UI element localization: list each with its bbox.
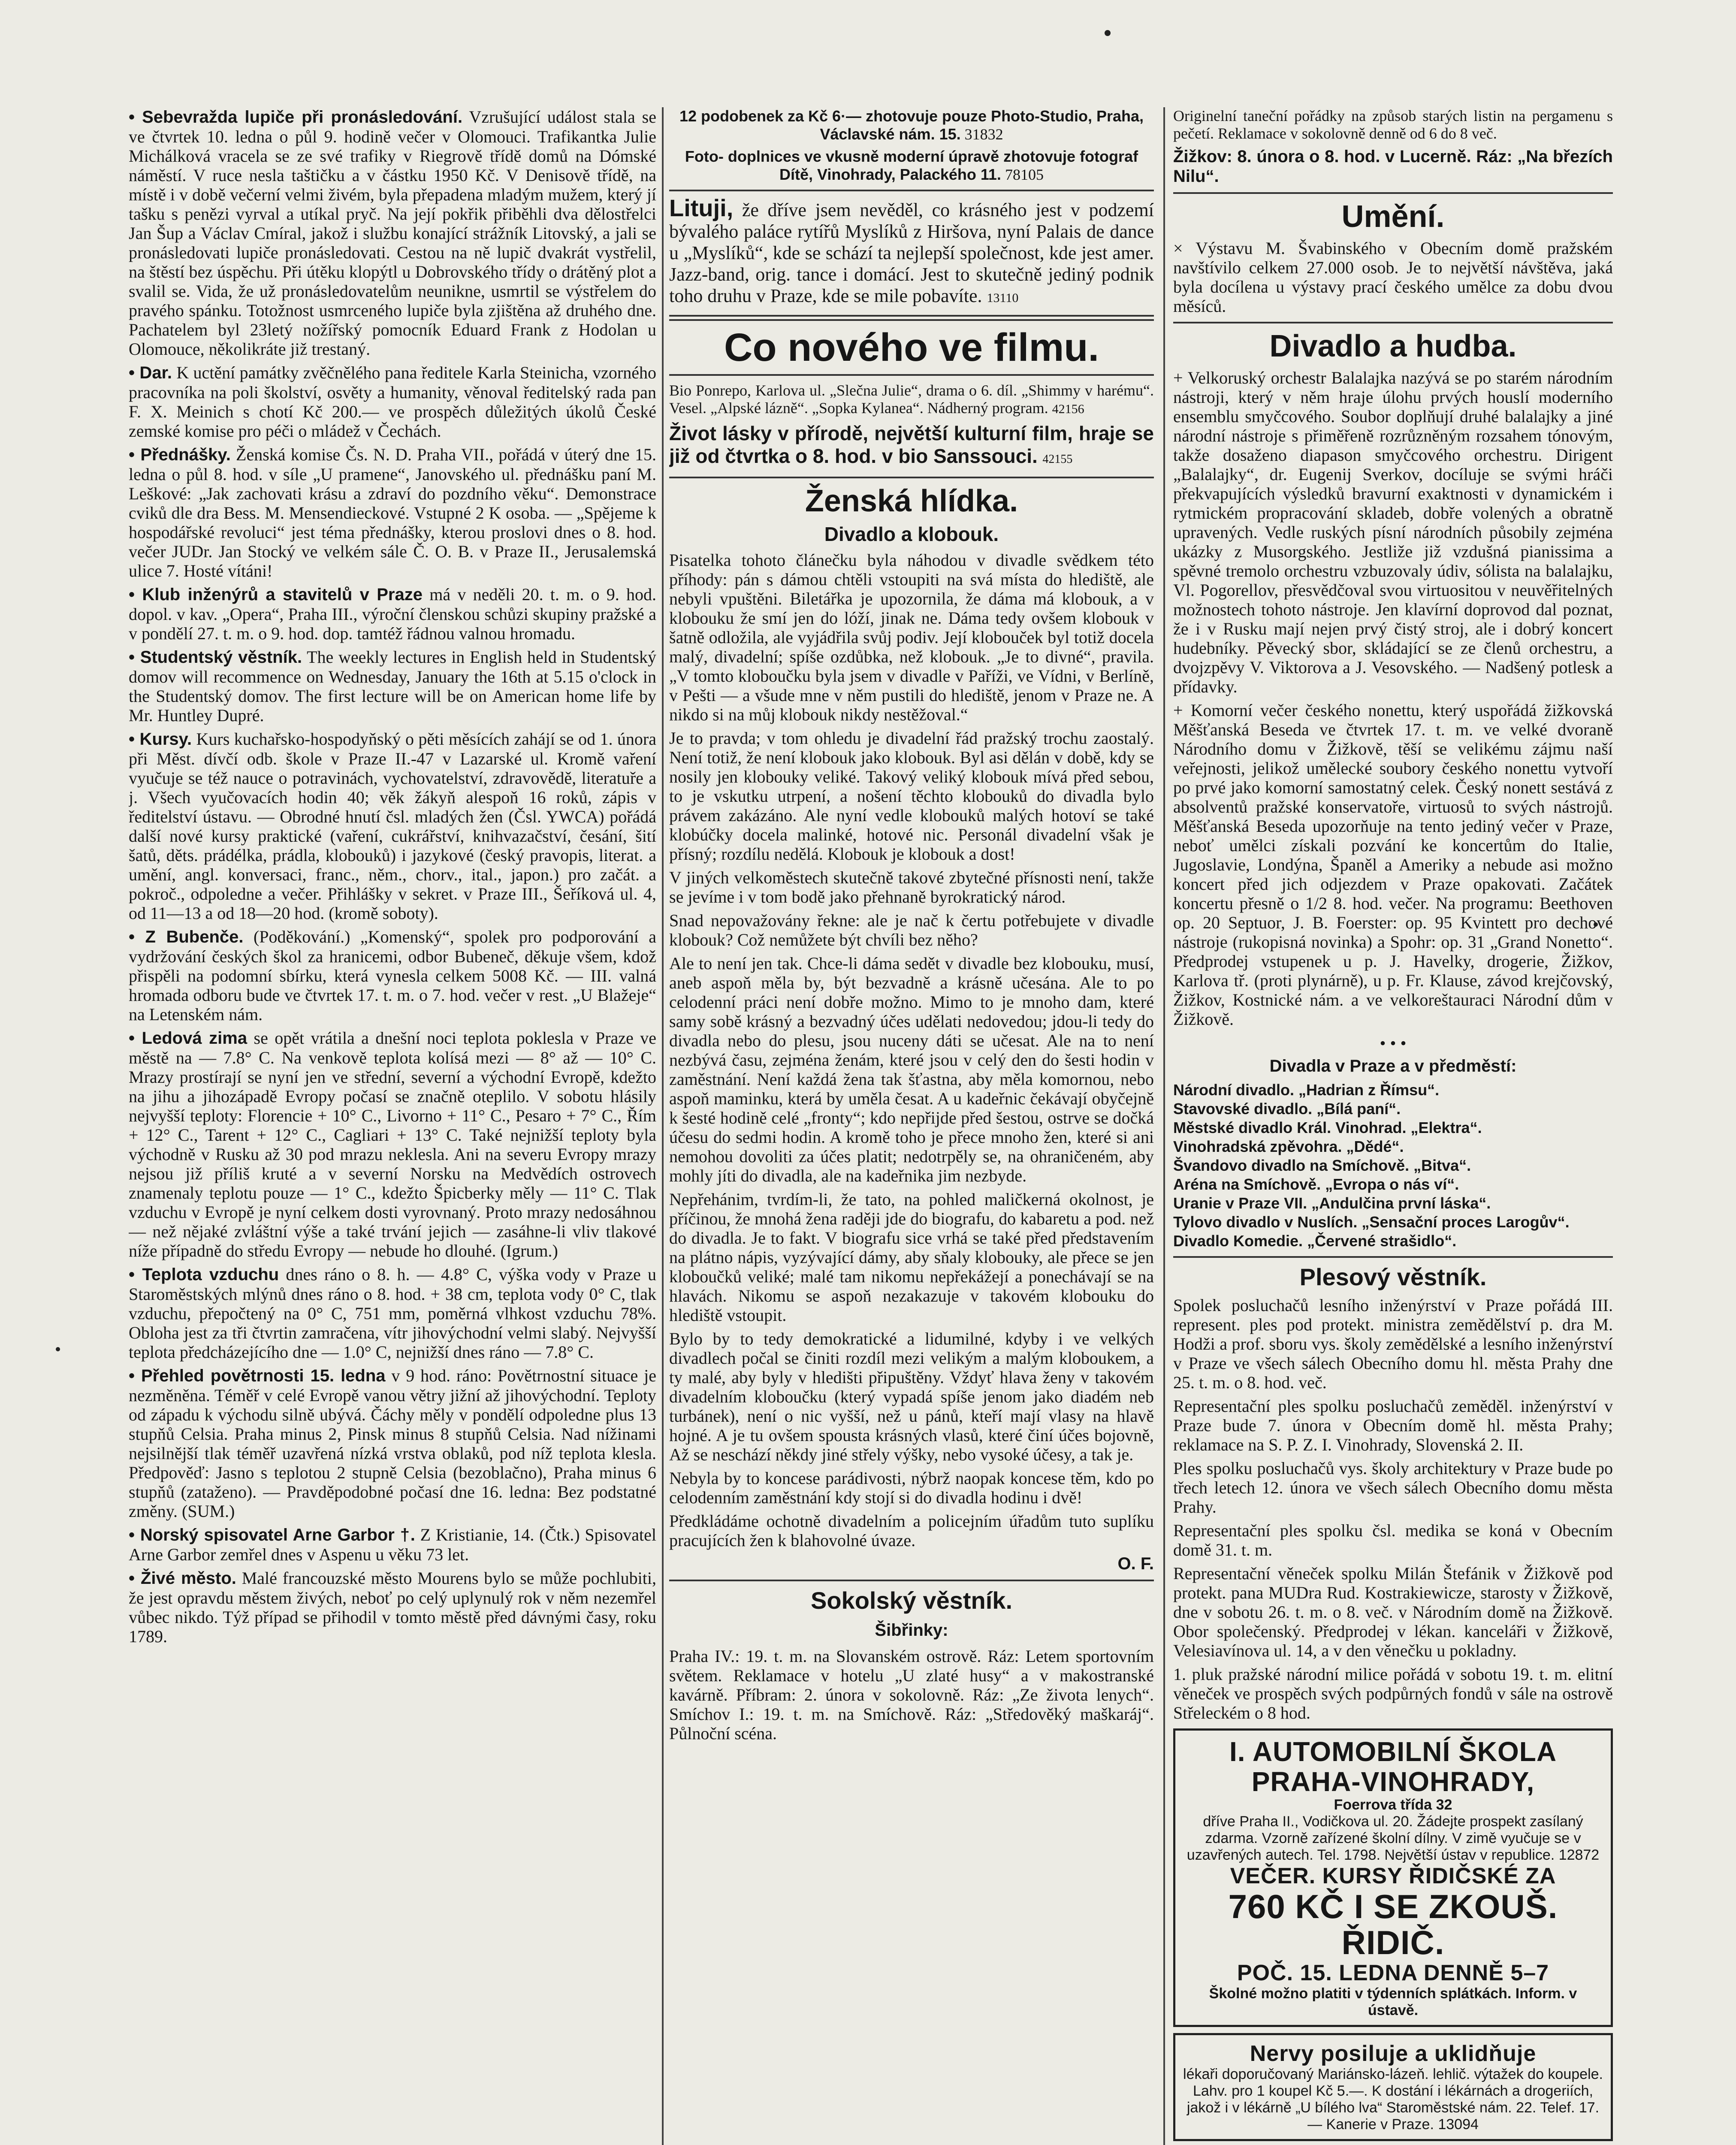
- news-item-text: Malé francouzské město Mourens bylo se může pochlubiti, že jest opravdu městem živých, neboť po celý uplynulý rok v něm nezemřel vůbec nikdo. Týž případ se přihodil v tomto městě před dávnými časy, roku 1789.: [129, 1568, 656, 1646]
- news-item: [129, 363, 656, 441]
- ball-paragraph: Representační věneček spolku Milán Štefánik v Žižkově pod protekt. pana MUDra Rud. Kostrakiewicze, starosty v Žižkově, dne v sobotu 26. t. m. o 8. več. v Národním domě na Žižkově. Obor společenský. Předprodej v lékan. kanceláři v Žižkově, Velesiavínova ul. 14, a v den věnečku u pokladny.: [1173, 1564, 1613, 1660]
- repertoire-list: [1173, 1081, 1613, 1250]
- repertoire-item-text: Uranie v Praze VII. „Andulčina první láska“.: [1173, 1194, 1491, 1212]
- article-divadlo-klobouk: [669, 550, 1154, 1550]
- music-paragraph: + Velkoruský orchestr Balalajka nazývá se po starém národním nástroji, který v něm hraje úlohu prvých houslí moderního ensemblu smyčcového. Soubor doplňují druhé balalajky a jiné národní nástroje s přiměřeně rozrůzněným rozsahem tónovým, takže dosaženo diapason smyčcového orchestru. Dirigent „Balalajky“, dr. Eugenij Sverkov, docíluje se svými hráči překvapujících výsledků bravurní exaktnosti v dynamickém i rytmickém propracování skladeb, dobře volených a obratně upravených. Vedle ruských písní národních působily zejména ukázky z Musorgského. Jestliže již vzdušná pianissima a spěvné tremolo orchestru vzbuzovaly údiv, sólista na balalajku, Vl. Pogorellov, přesvědčoval svou virtuositou v neuvěřitelných možnostech tohoto nástroje. Jen klavírní doprovod dal poznat, že i v Rusku mají nejen prvý čistý stroj, ale i dobrý koncert hudebníky. Pěvecký sbor, skládající se ze členů orchestru, a dvojzpěvy V. Viktorova a J. Vesovského. — Nadšený potlesk a přídavky.: [1173, 368, 1613, 696]
- news-item-lead: • Teplota vzduchu: [129, 1265, 279, 1284]
- separator-double: [669, 315, 1154, 321]
- separator: [1173, 192, 1613, 194]
- news-item-text: Kurs kuchařsko-hospodyňský o pěti měsících zahájí se od 1. února při Měst. dívčí odb. škole v Praze II.-47 v Lazarské ul. Kromě vaření vyučuje se též nauce o potravinách, vychovatelství, zdravovědě, literatuře a j. Všech vyučovacích hodin 40; věk žákyň alespoň 16 roků, zápis v ředitelství ústavu. — Obrodné hnutí čsl. mladých žen (Čsl. YWCA) pořádá další nové kursy praktické (vaření, cukrářství, knihvazačství, česání, šití šatů, děts. prádélka, prádla, klobouků) i jazykové (český pravopis, literat. a umění, angl. konversaci, franc., něm., chorv., ital., japon.) pro začát. a pokroč., odpoledne a večer. Přihlášky v sekret. v Praze III., Šeříková ul. 4, od 11—13 a od 18—20 hod. (kromě soboty).: [129, 729, 656, 923]
- article-paragraph: Je to pravda; v tom ohledu je divadelní řád pražský trochu zaostalý. Není totiž, že není klobouk jako klobouk. Byl asi dělán v době, kdy se nosily jen klobouky veliké. Takový veliký klobouk mívá před sebou, to je vskutku utrpení, a nošení těchto klobouků do divadla bylo právem zakázáno. Ale nyní vedle klobouků malých hotoví se také klobúčky docela malinké, hotové nic. Personál divadelní však je přísný; rozdílu nedělá. Klobouk je klobouk a dost!: [669, 728, 1154, 864]
- dot-separator: • • •: [1380, 1033, 1407, 1053]
- film-ad: Život lásky v přírodě, největší kulturní film, hraje se již od čtvrtka o 8. hod. v bio Sanssouci. 42155: [669, 422, 1154, 467]
- news-item-lead: • Přehled povětrnosti 15. ledna: [129, 1366, 386, 1385]
- article-title-divadlo-klobouk: Divadlo a klobouk.: [824, 523, 999, 545]
- article-signature: O. F.: [1117, 1554, 1154, 1573]
- news-item: [129, 1265, 656, 1362]
- driving-school-text: dříve Praha II., Vodičkova ul. 20. Žádejte prospekt zasílaný zdarma. Vzorně zařízené školní dílny. V zimě vyučuje se v uzavřených autech. Tel. 1798. Největší ústav v republice. 12872: [1187, 1813, 1600, 1863]
- sokol-zizkov: Žižkov: 8. února o 8. hod. v Lucerně. Ráz: „Na březích Nilu“.: [1173, 147, 1613, 186]
- repertoire-item-text: Aréna na Smíchově. „Evropa o nás ví“.: [1173, 1175, 1459, 1193]
- news-item-lead: • Z Bubenče.: [129, 927, 244, 946]
- art-text: × Výstavu M. Švabinského v Obecním domě pražském navštívilo celkem 27.000 osob. Je to největší návštěva, jaká byla docílena u výstavy prací českého umělce za dobu dvou měsíců.: [1173, 239, 1613, 316]
- news-item: [129, 729, 656, 923]
- article-paragraph: Nepřehánim, tvrdím-li, že tato, na pohled maličkerná okolnost, je příčinou, že mnohá žena raději jde do biografu, do kabaretu a pod. než do divadla. Je to fakt. V biografu sice vrhá se také před představením na plátno nápis, vyzývající dámy, aby sňaly klobouky, ale přece se jen kloboučků veliké; malé tam nikomu nepřekážejí a ponechávají se na hlavách. Nikomu se aspoň nezakazuje v takovém klobouku do hlediště vstoupit.: [669, 1190, 1154, 1325]
- repertoire-item-text: Národní divadlo. „Hadrian z Římsu“.: [1173, 1081, 1440, 1099]
- repertoire-item-text: Švandovo divadlo na Smíchově. „Bitva“.: [1173, 1157, 1471, 1174]
- repertoire-item-text: Stavovské divadlo. „Bílá paní“.: [1173, 1100, 1401, 1118]
- news-item-lead: • Kursy.: [129, 730, 192, 749]
- repertoire-item: [1173, 1213, 1613, 1231]
- news-item-text: Z Kristianie, 14. (Čtk.) Spisovatel Arne Garbor zemřel dnes v Aspenu u věku 73 let.: [129, 1525, 656, 1564]
- news-item: [129, 445, 656, 580]
- ball-announcements: [1173, 1296, 1613, 1722]
- ball-paragraph: Ples spolku posluchačů vys. školy architektury v Praze bude po třech letech 12. února ve všech sálech Obecního domu města Prahy.: [1173, 1459, 1613, 1517]
- separator: [1173, 1256, 1613, 1258]
- article-paragraph: V jiných velkoměstech skutečně takové zbytečné přísnosti není, takže se jevíme i v tom bodě jako přehnaně byrokratický národ.: [669, 868, 1154, 906]
- news-item-lead: • Norský spisovatel Arne Garbor †.: [129, 1526, 415, 1544]
- driving-school-title: I. AUTOMOBILNÍ ŠKOLA PRAHA-VINOHRADY,: [1229, 1736, 1557, 1797]
- news-item: [129, 647, 656, 725]
- ball-paragraph: Spolek posluchačů lesního inženýrství v Praze pořádá III. represent. ples pod protekt. ministra zemědělství p. dra M. Hodži a prof. sboru vys. školy zemědělské a lesního inženýrství v Praze ve všech sálech Obecního domu hl. města Prahy dne 25. t. m. o 8. hod. več.: [1173, 1296, 1613, 1392]
- column-rule-1: [662, 107, 664, 2145]
- repertoire-item: [1173, 1138, 1613, 1156]
- repertoire-item-text: Divadlo Komedie. „Červené strašidlo“.: [1173, 1232, 1457, 1250]
- separator: [669, 190, 1154, 191]
- article-paragraph: Snad nepovažovány řekne: ale je nač k čertu potřebujete v divadle klobouk? Což nemůžete být chvíli bez něho?: [669, 911, 1154, 949]
- ad-photo-studio: 12 podobenek za Kč 6·— zhotovuje pouze Photo-Studio, Praha, Václavské nám. 15. 31832: [679, 107, 1144, 143]
- repertoire-item: [1173, 1175, 1613, 1193]
- news-item-text: má v neděli 20. t. m. o 9. hod. dopol. v kav. „Opera“, Praha III., výroční členskou schůzi skupiny pražské a v pondělí 27. t. m. o 9. hod. dop. tamtéž řádnou valnou hromadu.: [129, 585, 656, 643]
- repertoire-item: [1173, 1119, 1613, 1137]
- news-item-lead: • Přednášky.: [129, 445, 231, 464]
- repertoire-header: Divadla v Praze a v předměstí:: [1269, 1057, 1517, 1076]
- music-paragraph: + Komorní večer českého nonettu, který uspořádá žižkovská Měšťanská Beseda ve čtvrtek 17. t. m. ve velké dvoraně Národního domu v Žižkově, těší se velikému zájmu naší veřejnosti, jelikož umělecké soubory českého nonettu vytvoří po prvé jako komorní samostatný celek. Český nonett sestává z absolventů pražské konservatoře, virtuosů to svých nástrojů. Měšťanská Beseda upozorňuje na tento jediný večer v Praze, neboť umělci získali pozvání ke koncertům do Italie, Jugoslavie, Londýna, Španěl a Ameriky a nebude asi možno koncert před jich odjezdem v Praze opakovati. Začátek koncertu přesně o 1/2 8. hod. večer. Na programu: Beethoven op. 20 Septuor, J. B. Foerster: op. 95 Kvintett pro dechové nástroje (rukopisná novinka) a Spohr: op. 31 „Grand Nonetto“. Předprodej vstupenek u p. J. Havelky, drogerie, Žižkov, Karlova tř. (proti plynárně), u p. Fr. Klause, závod krejčovský, Žižkov, Kostnické nám. a ve velkoreštauraci Národní dům v Žižkově.: [1173, 701, 1613, 1029]
- article-paragraph: Bylo by to tedy demokratické a lidumilné, kdyby i ve velkých divadlech počal se činiti rozdíl mezi velikým a malým kloboukem, a ty malé, aby byly v hledišti připuštěny. Vždyť hlava ženy v takovém divadelním kloboučku (který vypadá spíše jenom jako diadém neb turbánek), není o nic vyšší, než u pánů, kteří mají vlasy na hlavě hojné. A je tu ovšem spousta krásných vlasů, které činí účes bojovně, Až se neschází někdy jiné střely výšky, nebo vysoké účesy, a tak je.: [669, 1329, 1154, 1464]
- news-item: [129, 1525, 656, 1564]
- news-item-text: dnes ráno o 8. h. — 4.8° C, výška vody v Praze u Staroměstských mlýnů dnes ráno o 8. hod. + 38 cm, teplota vody 0° C, tlak vzduchu, přepočtený na 0° C, 751 mm, poměrná vlhkost vzduchu 78%. Obloha jest za tři čtvrtin zamračena, vítr jihovýchodní velmi slabý. Nejvyšší teplota předcházejícího dne — 1.0° C, nejnižší dnes ráno — 7.8° C.: [129, 1265, 656, 1362]
- ball-section-header: Plesový věstník.: [1299, 1263, 1487, 1290]
- news-item-lead: • Živé město.: [129, 1569, 236, 1588]
- ad-foto-dite: Foto- doplnices ve vkusně moderní úpravě zhotovuje fotograf Dítě, Vinohrady, Palackého 11. 78105: [685, 148, 1138, 183]
- driving-course-line-1: VEČER. KURSY ŘIDIČSKÉ ZA: [1230, 1864, 1556, 1888]
- film-program: Bio Ponrepo, Karlova ul. „Slečna Julie“, drama o 6. díl. „Shimmy v harému“. Vesel. „Alpské lázně“. „Sopka Kylanea“. Nádherný program. 42156: [669, 382, 1154, 417]
- news-item: [129, 107, 656, 359]
- column-rule-2: [1163, 107, 1165, 2145]
- theatre-music-header: Divadlo a hudba.: [1269, 329, 1517, 363]
- sokol-text: Praha IV.: 19. t. m. na Slovanském ostrově. Ráz: Letem sportovním světem. Reklamace v hotelu „U zlaté husy“ a v makostranské kavárně. Příbram: 2. února v sokolovně. Ráz: „Ze života lenych“. Smíchov I.: 19. t. m. na Smíchově. Ráz: „Středověký maškaráj“. Půlnoční scéna.: [669, 1647, 1154, 1743]
- repertoire-item-text: Vinohradská zpěvohra. „Dědé“.: [1173, 1138, 1404, 1155]
- repertoire-item: [1173, 1157, 1613, 1175]
- article-paragraph: Ale to není jen tak. Chce-li dáma sedět v divadle bez klobouku, musí, aneb aspoň měla by, být bezvadně a krásně učesána. Ale to po celodenní práci není dobře možno. Mimo to je mnoho dam, které samy sobě krásný a bezvadný účes udělati nedovedou; jdou-li tedy do divadla nebo do plesu, jsou nuceny dáti se učesat. Ale na to není nezbývá času, zejména ženám, které jsou v celý den do šesti hodin v zaměstnání. Není každá žena tak šťastna, aby měla komornou, nebo aspoň maminku, která by uměla česat. A u kadeřnic čekávají obyčejně k šesté hodině celé „fronty“; kdo nepřijde před šestou, ostrve se dočká účesu do sedmi hodin. A kromě toho je přece mnoho žen, které si ani nemohou dovoliti za účes platit; nedotrpěly se, na ohraničeném, aby mohly jíti do divadla, ale na kadeřnika jim nezbyde.: [669, 954, 1154, 1185]
- news-item-text: The weekly lectures in English held in Studentský domov will recommence on Wednesday, January the 16th at 5.15 o'clock in the Studentský domov. The first lecture will be on American home life by Mr. Huntley Dupré.: [129, 647, 656, 725]
- repertoire-item-text: Městské divadlo Král. Vinohrad. „Elektra“.: [1173, 1119, 1482, 1136]
- news-item-lead: • Studentský věstník.: [129, 648, 302, 667]
- news-item-text: (Poděkování.) „Komenský“, spolek pro podporování a vydržování českých škol za hranicemi, odbor Bubeneč, děkuje všem, kdož přispěli na podomní sbírku, která vynesla celkem 5008 Kč. — III. valná hromada odboru bude ve čtvrtek 17. t. m. o 7. hod. večer v rest. „U Blažeje“ na Letenském nám.: [129, 927, 656, 1024]
- separator: [669, 1580, 1154, 1581]
- news-item-text: Ženská komise Čs. N. D. Praha VII., pořádá v úterý dne 15. ledna o půl 8. hod. v síle „U pramene“, Janovského ul. přednášku paní M. Leškové: „Jak zachovati krásu a zdraví do pozdního věku“. Demonstrace cviků dle dra Bess. M. Mensendieckové. Vstupné 2 K osoba. — „Spějeme k hospodářské revoluci“ jest téma přednášky, kterou proslovi dnes o 8. hod. večer JUDr. Jan Stocký ve velkém sále Č. O. B. v Praze II., Jerusalemská ulice 7. Hosté vítáni!: [129, 445, 656, 580]
- news-item-lead: • Ledová zima: [129, 1029, 248, 1048]
- separator: [669, 477, 1154, 478]
- news-item: [129, 1366, 656, 1521]
- separator: [669, 374, 1154, 376]
- sokol-subheader: Šibřinky:: [875, 1621, 948, 1640]
- repertoire-item: [1173, 1081, 1613, 1099]
- ball-paragraph: Representační ples spolku posluchačů zeměděl. inženýrství v Praze bude 7. února v Obecním domě hl. města Prahy; reklamace na S. P. Z. I. Vinohrady, Slovenská 2. II.: [1173, 1396, 1613, 1454]
- driving-school-address: Foerrova třída 32: [1334, 1797, 1452, 1813]
- column-right: [1173, 107, 1613, 2145]
- news-item-lead: • Sebevražda lupiče při pronásledování.: [129, 108, 463, 127]
- ad-nerve-bath: [1173, 2033, 1613, 2141]
- column-news: [129, 107, 656, 2145]
- news-item-lead: • Klub inženýrů a stavitelů v Praze: [129, 585, 423, 604]
- scan-speck: [56, 1347, 60, 1351]
- theatre-music-articles: [1173, 368, 1613, 1029]
- separator: [1173, 322, 1613, 323]
- ad-driving-school: [1173, 1728, 1613, 2027]
- scan-speck: [1105, 30, 1111, 36]
- news-item-text: se opět vrátila a dnešní noci teplota poklesla v Praze ve městě na — 7.8° C. Na venkově teplota kolísá mezi — 8° až — 10° C. Mrazy prostírají se nyní jen ve střední, severní a východní Evropě, kdežto na jihu a jihozápadě Evropy počasí se značně oteplilo. V sobotu hlásily nejvyšší teploty: Florencie + 10° C., Livorno + 11° C., Pesaro + 7° C., Řím + 12° C., Tarent + 12° C., Cagliari + 13° C. Také nejnižší teploty byla východně v Rusku až 30 pod mrazu neklesla. Ani na severu Evropy mrazy nejsou již příliš kruté a v severní Norsku na Medvědích ostrovech znamenaly teplotu pouze — 1° C., kdežto Špicberky měly — 11° C. Tlak vzduchu v Evropě je nyní celkem dosti vyrovnaný. Proto mrazy nedosáhnou — než nějaké zvláštní výše a také trvání jejich — zasáhne-li vliv tlakové níže případně do středu Evropy — nebude ho dlouhé. (Igrum.): [129, 1028, 656, 1260]
- nerve-bath-text: lékaři doporučovaný Mariánsko-lázeň. lehlič. výtažek do koupele. Lahv. pro 1 koupel Kč 5.—. K dostání i lékárnách a drogeriích, jakož i v lékárně „U bílého lva“ Staroměstské nám. 22. Telef. 17. — Kanerie v Praze. 13094: [1183, 2066, 1603, 2133]
- womens-section-header: Ženská hlídka.: [805, 484, 1018, 518]
- nerve-bath-title: Nervy posiluje a uklidňuje: [1250, 2041, 1537, 2066]
- ad-dance-programs: Originelní taneční pořádky na způsob starých listin na pergamenu s pečetí. Reklamace v sokolovně denně od 6 do 8 več.: [1173, 107, 1613, 142]
- news-item-lead: • Dar.: [129, 363, 172, 382]
- ball-paragraph: Representační ples spolku čsl. medika se koná v Obecním domě 31. t. m.: [1173, 1521, 1613, 1559]
- art-section-header: Umění.: [1341, 199, 1445, 234]
- column-middle: [669, 107, 1154, 2145]
- ad-myslik-palais: Lituji, že dříve jsem nevěděl, co krásného jest v podzemí bývalého paláce rytířů Myslíků z Hiršova, nyní Palais de dance u „Myslíků“, kde se schází ta nejlepší společnost, kde jest amer. Jazz-band, orig. tance i domácí. Jest to skutečně jediný podnik toho druhu v Praze, kde se mile pobavíte. 13110: [669, 194, 1154, 306]
- repertoire-item: [1173, 1232, 1613, 1250]
- driving-course-line-3: POČ. 15. LEDNA DENNĚ 5–7: [1237, 1961, 1549, 1985]
- article-paragraph: Nebyla by to koncese parádivosti, nýbrž naopak koncese těm, kdo po celodenním zaměstnání kdy stojí si do divadla hodinu i dvě!: [669, 1468, 1154, 1507]
- repertoire-item-text: Tylovo divadlo v Nuslích. „Sensační proces Larogův“.: [1173, 1213, 1570, 1231]
- driving-course-line-2: 760 KČ I SE ZKOUŠ. ŘIDIČ.: [1228, 1888, 1558, 1961]
- news-item: [129, 927, 656, 1024]
- repertoire-item: [1173, 1100, 1613, 1118]
- news-item: [129, 1568, 656, 1646]
- news-item: [129, 1028, 656, 1260]
- ball-paragraph: 1. pluk pražské národní milice pořádá v sobotu 19. t. m. elitní věneček ve prospěch svých podpůrných fondů v sále na ostrově Střeleckém o 8 hod.: [1173, 1665, 1613, 1722]
- news-item-text: K uctění památky zvěčnělého pana ředitele Karla Steinicha, vzorného pracovníka na poli školství, osvěty a humanity, věnoval ředitelský rada pan F. X. Meinich s chotí Kč 200.— ve prospěch důležitých úkolů České zemské komise pro péči o mládež v Čechách.: [129, 363, 656, 441]
- news-item-text: v 9 hod. ráno: Povětrnostní situace je nezměněna. Téměř v celé Evropě vanou větry jižní až jihovýchodní. Teploty od západu k východu silně ubývá. Čáchy měly v pondělí odpoledne plus 13 stupňů Celsia. Praha minus 2, Pinsk minus 8 stupňů Celsia. Nad nížinami nejsilnější tlak téměř uzavřená nízká vrstva oblaků, pod níž teplota klesla. Předpověď: Jasno s teplotou 2 stupně Celsia (bezoblačno), Praha minus 6 stupňů (zataženo). — Pravděpodobné počasí dne 16. ledna: Bez podstatné změny. (SUM.): [129, 1366, 656, 1521]
- film-section-header: Co nového ve filmu.: [724, 326, 1099, 369]
- news-item-text: Vzrušující událost stala se ve čtvrtek 10. ledna o půl 9. hodině večer v Olomouci. Trafikantka Julie Michálková vracela se ze své trafiky v Riegrově třídě domů na Dómské náměstí. V ruce nesla taštičku a v částku 1950 Kč. V Denisově třídě, na místě i v době večerní velmi živém, byla přepadena mladým mužem, který jí tašku s penězi vyrval a utíkal pryč. Na její pokřik přiběhli dva dělostřelci Jan Šup a Václav Cmíral, jakož i službu konající strážník Litovský, a jali se pronásledovati lupiče pronásledovati. Cestou na ně lupič dvakrát vystřelil, na štěstí bez úspěchu. Při útěku klopýtl u Dobrovského třídy o drátěný plot a svalil se. Vida, že už pronásledovatelům neunikne, usmrtil se výstřelem do pravého spánku. Totožnost usmrceného lupiče byla zjištěna až druhého dne. Pachatelem byl 23letý nožířský pomocník Eduard Frank z Hodolan u Olomouce, několikráte již trestaný.: [129, 107, 656, 359]
- sokol-section-header: Sokolský věstník.: [810, 1587, 1012, 1614]
- repertoire-item: [1173, 1194, 1613, 1212]
- article-paragraph: Předkládáme ochotně divadelním a policejním úřadům tuto suplíku pracujících žen k blahovolné úvaze.: [669, 1511, 1154, 1550]
- article-paragraph: Pisatelka tohoto článečku byla náhodou v divadle svědkem této příhody: pán s dámou chtěli vstoupiti na svá místa do hlediště, ale nebyli vpuštěni. Biletářka je upozornila, že dáma má klobouk, a v klobouku že smí jen do lóží, jinak ne. Dáma tedy ovšem klobouk v šatně odložila, ale vyjádřila svůj podiv. Její klobouček byl totiž docela malý, divadelní; spíše ozdůbka, než klobouk. „Je to divné“, pravila. „V tomto kloboučku byla jsem v divadle v Paříži, ve Vídni, v Berlíně, v Pešti — a všude mne v něm pustili do hlediště, jenom v Praze ne. A nikdo si na můj klobouk nikdy nestěžoval.“: [669, 550, 1154, 724]
- driving-school-footnote: Školné možno platiti v týdenních splátkách. Inform. v ústavě.: [1209, 1985, 1577, 2018]
- news-item: [129, 585, 656, 643]
